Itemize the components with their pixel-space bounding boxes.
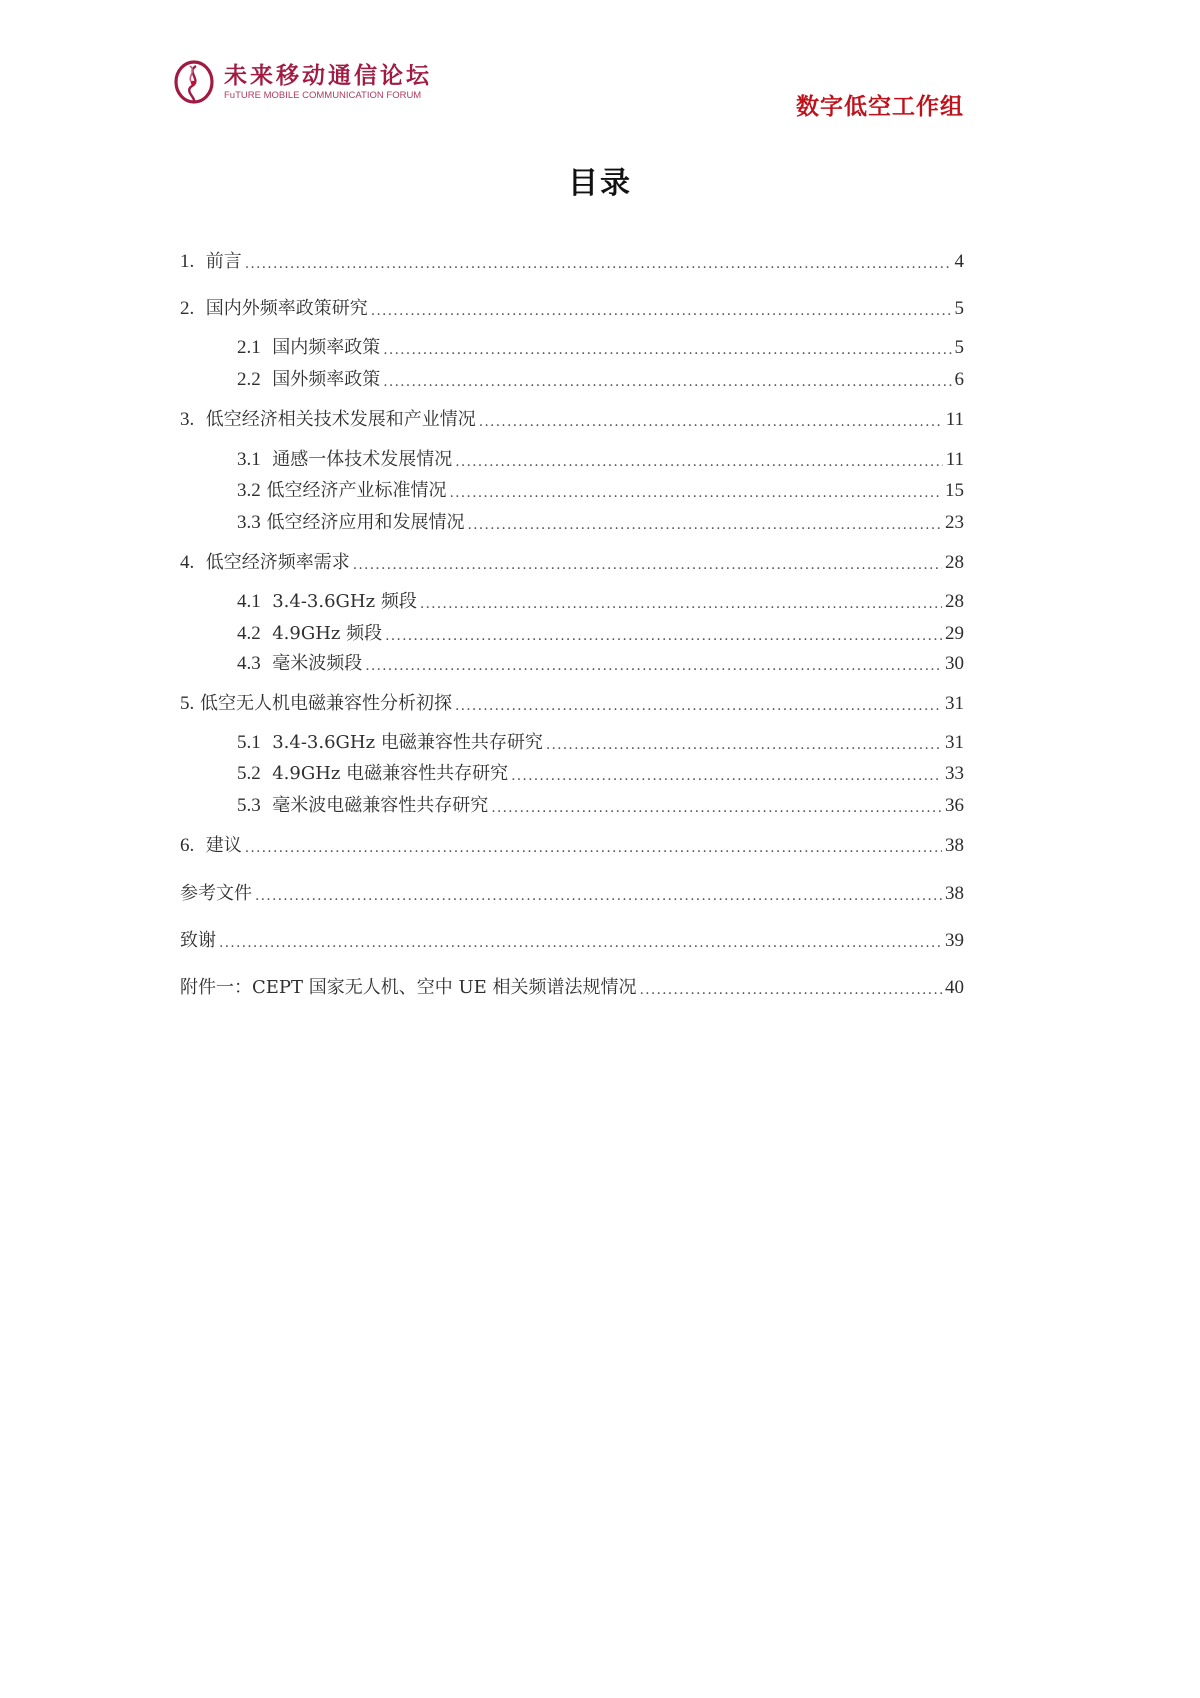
working-group-name: 数字低空工作组: [796, 94, 964, 120]
toc-entry-acknowledgements[interactable]: [180, 928, 964, 954]
forum-name-en: FuTURE MOBILE COMMUNICATION FORUM: [224, 90, 422, 101]
toc-page-number: 29: [945, 623, 964, 644]
future-forum-emblem-icon: [172, 58, 216, 106]
toc-entry-emc-3-4[interactable]: 5.1 3.4-3.6GHz 电磁兼容性共存研究 ..... 31: [237, 730, 964, 756]
toc-page-number: 4: [954, 251, 964, 272]
toc-entry-text: 附件一：CEPT 国家无人机、空中 UE 相关频谱法规情况: [180, 977, 637, 998]
toc-entry-suggestions[interactable]: 6. 建议 ..... 38: [180, 833, 964, 859]
toc-entry-emc-mmwave[interactable]: 5.3 毫米波电磁兼容性共存研究 ..... 36: [237, 793, 964, 819]
toc-entry-emc-analysis[interactable]: 5. 低空无人机电磁兼容性分析初探 ..... 31: [180, 691, 964, 717]
toc-page-number: 11: [945, 449, 964, 470]
toc-page-number: 30: [945, 653, 964, 674]
toc-entry-preface[interactable]: 1. 前言 ..... 4: [180, 249, 964, 275]
leader-dots: [385, 625, 942, 647]
toc-entry-text: 毫米波频段: [272, 653, 363, 674]
toc-entry-text: 4.9GHz 电磁兼容性共存研究: [272, 763, 509, 784]
leader-dots: [546, 734, 942, 756]
toc-page-number: 5: [954, 298, 964, 319]
toc-page-number: 39: [945, 930, 964, 951]
leader-dots: [449, 482, 942, 504]
leader-dots: [353, 554, 942, 576]
toc-page-number: 6: [954, 369, 964, 390]
toc-entry-isac-tech[interactable]: 3.1 通感一体技术发展情况 ..... 11: [237, 447, 964, 473]
toc-page-number: 38: [945, 883, 964, 904]
leader-dots: [455, 451, 943, 473]
leader-dots: [365, 655, 942, 677]
leader-dots: [383, 371, 951, 393]
leader-dots: [420, 593, 942, 615]
leader-dots: [219, 932, 942, 954]
toc-page-number: 40: [945, 977, 964, 998]
toc-entry-mmwave-band[interactable]: 4.3 毫米波频段 ..... 30: [237, 651, 964, 677]
toc-entry-text: 致谢: [180, 930, 216, 951]
toc-entry-emc-4-9[interactable]: 5.2 4.9GHz 电磁兼容性共存研究 ..... 33: [237, 761, 964, 787]
leader-dots: [511, 765, 942, 787]
toc-entry-text: 参考文件: [180, 883, 252, 904]
toc-entry-text: 低空经济相关技术发展和产业情况: [205, 409, 476, 430]
toc-entry-text: 前言: [205, 251, 242, 272]
leader-dots: [245, 253, 952, 275]
toc-entry-text: 国外频率政策: [272, 369, 381, 390]
toc-entry-tech-industry[interactable]: 3. 低空经济相关技术发展和产业情况 ..... 11: [180, 407, 964, 433]
leader-dots: [255, 885, 942, 907]
toc-page-number: 33: [945, 763, 964, 784]
leader-dots: [383, 339, 951, 361]
toc-page-number: 38: [945, 835, 964, 856]
toc-entry-industry-standards[interactable]: 3.2 低空经济产业标准情况 ..... 15: [237, 478, 964, 504]
forum-logo: [172, 56, 432, 108]
toc-entry-appendix-1[interactable]: [180, 975, 964, 1001]
toc-entry-references[interactable]: [180, 881, 964, 907]
toc-entry-text: 国内外频率政策研究: [205, 298, 368, 319]
toc-entry-text: 通感一体技术发展情况: [272, 449, 453, 470]
toc-page-number: 28: [945, 591, 964, 612]
toc-entry-text: 低空经济应用和发展情况: [266, 512, 465, 533]
toc-title: 目录: [568, 166, 632, 201]
toc-entry-domestic-policy[interactable]: 2.1 国内频率政策 ..... 5: [237, 335, 964, 361]
toc-entry-band-4-9[interactable]: 4.2 4.9GHz 频段 ..... 29: [237, 621, 964, 647]
toc-entry-text: 低空经济产业标准情况: [266, 480, 447, 501]
toc-page-number: 28: [945, 552, 964, 573]
toc-entry-text: 低空无人机电磁兼容性分析初探: [199, 693, 452, 714]
toc-page-number: 11: [945, 409, 964, 430]
toc-entry-text: 国内频率政策: [272, 337, 381, 358]
toc-entry-applications[interactable]: 3.3 低空经济应用和发展情况 ..... 23: [237, 510, 964, 536]
leader-dots: [371, 300, 952, 322]
toc-entry-frequency-demand[interactable]: 4. 低空经济频率需求 ..... 28: [180, 550, 964, 576]
toc-entry-text: 4.9GHz 频段: [272, 623, 383, 644]
leader-dots: [479, 411, 943, 433]
toc-entry-foreign-policy[interactable]: 2.2 国外频率政策 ..... 6: [237, 367, 964, 393]
toc-entry-band-3-4[interactable]: 4.1 3.4-3.6GHz 频段 ..... 28: [237, 589, 964, 615]
toc-page-number: 15: [945, 480, 964, 501]
toc-page-number: 36: [945, 795, 964, 816]
leader-dots: [455, 695, 942, 717]
leader-dots: [640, 979, 942, 1001]
toc-page-number: 31: [945, 693, 964, 714]
toc-entry-frequency-policy[interactable]: 2. 国内外频率政策研究 ..... 5: [180, 296, 964, 322]
toc-entry-text: 毫米波电磁兼容性共存研究: [272, 795, 489, 816]
toc-entry-text: 3.4-3.6GHz 电磁兼容性共存研究: [272, 732, 543, 753]
toc-page-number: 23: [945, 512, 964, 533]
leader-dots: [491, 797, 942, 819]
toc-entry-text: 3.4-3.6GHz 频段: [272, 591, 417, 612]
forum-name-cn: 未来移动通信论坛: [224, 62, 432, 89]
leader-dots: [467, 514, 942, 536]
leader-dots: [245, 837, 942, 859]
toc-page-number: 31: [945, 732, 964, 753]
toc-entry-text: 低空经济频率需求: [205, 552, 350, 573]
toc-entry-text: 建议: [205, 835, 242, 856]
toc-page-number: 5: [954, 337, 964, 358]
